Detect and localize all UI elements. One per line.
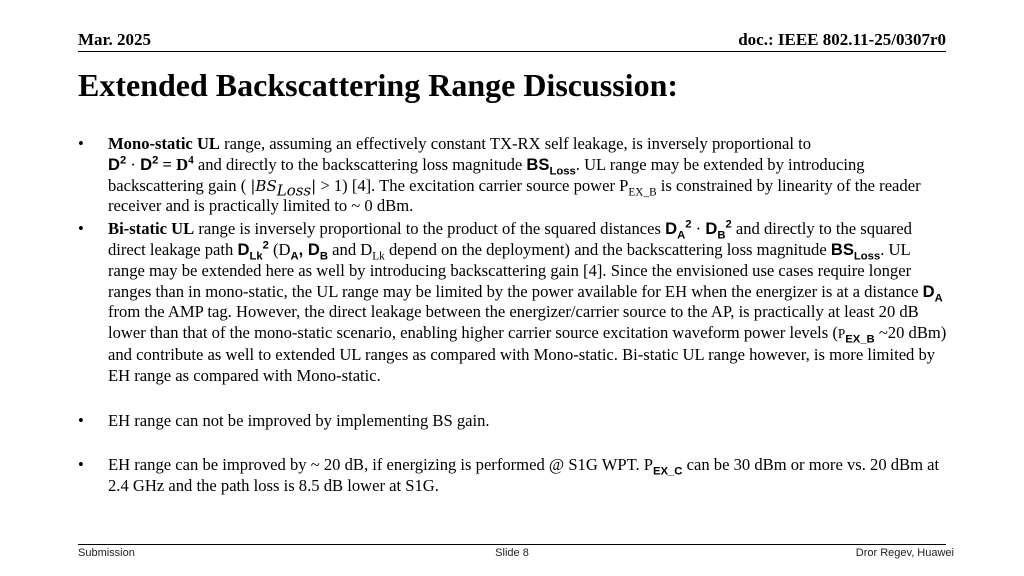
bullet-eh-bs-gain: • EH range can not be improved by implementing BS gain. xyxy=(78,411,948,432)
mono-d1: D xyxy=(108,154,120,174)
mono-text: and directly to the backscattering loss magnitude xyxy=(193,154,527,174)
eh2-text: EH range can be improved by ~ 20 dB, if energizing is performed @ S1G WPT. P xyxy=(108,455,654,475)
bi-text: ~20 dBm) and contribute as well to extended UL ranges as compared with Mono-static. Bi-static UL range however, is more limited by EH range as compared with Mono-static. xyxy=(108,323,947,385)
mono-p-sub: EX_B xyxy=(628,185,657,198)
mono-bs: BS xyxy=(526,154,550,174)
header-rule xyxy=(78,51,946,52)
mono-abs-sub: Loss xyxy=(276,180,312,199)
header-doc-id: doc.: IEEE 802.11-25/0307r0 xyxy=(738,30,946,49)
bi-text: depend on the deployment) and the backscattering loss magnitude xyxy=(384,239,831,259)
footer-slide-number: Slide 8 xyxy=(495,547,529,559)
bi-da2-sub: A xyxy=(290,250,299,263)
mono-text: > 1) [4]. The excitation carrier source power P xyxy=(316,175,629,195)
bi-text: and directly to the squared direct leakage path xyxy=(108,219,912,259)
bi-text: from the AMP tag. However, the direct leakage between the energizer/carrier source to the AP, is practically at least 20 dB lower than that of the mono-static scenario, enabling higher carrier source excitation waveform power levels ( xyxy=(108,302,919,343)
bullet-eh-s1g xyxy=(78,455,948,497)
bi-db2-sub: B xyxy=(319,250,329,263)
bi-p: P xyxy=(837,326,846,342)
bi-da3: D xyxy=(922,281,935,301)
bi-dlk-sup: 2 xyxy=(262,239,269,252)
mono-d2-sup: 2 xyxy=(152,154,159,167)
bi-dlk2-sub: Lk xyxy=(372,250,385,263)
mono-d2: D xyxy=(140,154,153,174)
bi-da3-sub: A xyxy=(934,291,943,304)
bi-term: Bi-static UL xyxy=(108,219,195,239)
bi-comma: , D xyxy=(298,239,320,259)
bi-db-sub: B xyxy=(717,229,726,242)
bullet-bi-static xyxy=(78,219,948,386)
bi-da: D xyxy=(665,219,678,239)
mono-abs: |BS xyxy=(250,176,277,195)
slide-title: Extended Backscattering Range Discussion: xyxy=(78,67,679,103)
bi-da-sup: 2 xyxy=(685,218,692,231)
bi-dot: · xyxy=(691,219,706,239)
mono-d1-sup: 2 xyxy=(119,154,127,167)
mono-term: Mono-static UL xyxy=(108,134,220,153)
bi-dlk-sub: Lk xyxy=(249,250,263,263)
mono-text: is constrained by linearity of the reader receiver and is practically limited to ~ 0 dBm. xyxy=(108,175,921,216)
mono-text: . UL range may be extended by introducing backscattering gain ( xyxy=(108,154,865,195)
bi-db: D xyxy=(705,219,718,239)
bi-p-sub: EX_B xyxy=(845,333,875,346)
eh2-text: can be 30 dBm or more vs. 20 dBm at 2.4 GHz and the path loss is 8.5 dB lower at S1G. xyxy=(108,455,940,496)
bi-text: (D xyxy=(268,239,291,259)
mono-text: range, assuming an effectively constant TX-RX self leakage, is inversely proportional to xyxy=(220,134,812,153)
slide-body xyxy=(78,134,948,497)
bullet-mono-static xyxy=(78,134,948,217)
header-date: Mar. 2025 xyxy=(78,30,152,49)
bi-da-sub: A xyxy=(677,229,686,242)
mono-eq-sup: 4 xyxy=(188,154,194,167)
mono-abs-end: | xyxy=(311,176,317,195)
eh2-p-sub: EX_C xyxy=(653,465,683,478)
bi-text: and D xyxy=(328,239,373,259)
bi-text: . UL range may be extended here as well by introducing backscattering gain [4]. Since the envisioned use cases require longer ranges than in mono-static, the UL range may be limited by the power available for EH when the energizer is at a distance xyxy=(108,239,923,301)
footer-rule xyxy=(78,544,946,545)
footer-submission: Submission xyxy=(78,547,135,559)
footer-author: Dror Regev, Huawei xyxy=(855,547,954,559)
bi-text: range is inversely proportional to the product of the squared distances xyxy=(194,219,666,239)
bi-dlk: D xyxy=(237,239,250,259)
mono-dot: · xyxy=(126,154,141,174)
bi-bs-sub: Loss xyxy=(853,250,881,263)
mono-bs-sub: Loss xyxy=(549,165,576,178)
bi-db-sup: 2 xyxy=(725,218,732,231)
mono-eq: = D xyxy=(158,154,189,174)
bi-bs: BS xyxy=(830,239,854,259)
